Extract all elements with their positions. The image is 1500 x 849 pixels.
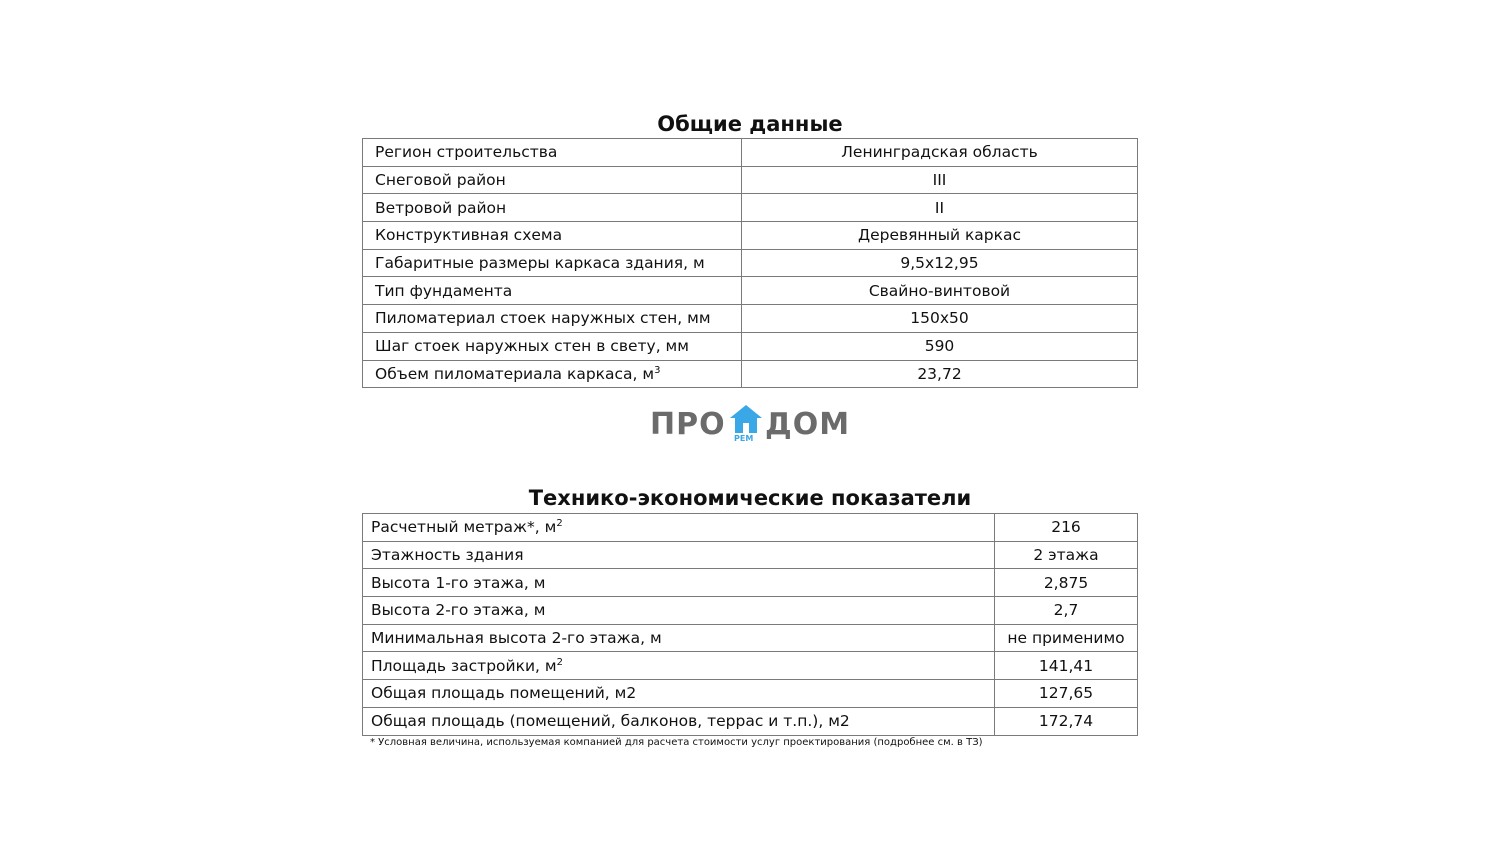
company-logo xyxy=(650,404,850,446)
table-row xyxy=(363,624,1138,652)
tep-title: Технико-экономические показатели xyxy=(528,486,972,510)
row-label-cell xyxy=(363,139,742,167)
table-row xyxy=(363,305,1138,333)
table-row xyxy=(363,680,1138,708)
table-row xyxy=(363,194,1138,222)
row-label-cell xyxy=(363,624,995,652)
row-value: 590 xyxy=(742,332,1138,360)
row-label-cell xyxy=(363,305,742,333)
row-value: не применимо xyxy=(995,624,1138,652)
logo-subtext: РЕМ xyxy=(734,434,754,443)
row-label: Этажность здания xyxy=(371,546,524,565)
table-row xyxy=(363,277,1138,305)
general-data-title: Общие данные xyxy=(657,112,843,136)
row-label: Высота 1-го этажа, м xyxy=(371,573,546,592)
row-value: 2,7 xyxy=(995,597,1138,625)
row-label-cell xyxy=(363,166,742,194)
row-label-cell xyxy=(363,332,742,360)
row-label: Регион строительства xyxy=(375,143,558,162)
row-label-cell xyxy=(363,652,995,680)
row-value: Деревянный каркас xyxy=(742,222,1138,250)
row-value: II xyxy=(742,194,1138,222)
footnote: * Условная величина, используемая компанией для расчета стоимости услуг проектирования (подробнее см. в ТЗ) xyxy=(370,737,983,748)
row-label: Площадь застройки, м xyxy=(371,656,557,675)
unit-superscript: 2 xyxy=(556,656,563,668)
row-label: Тип фундамента xyxy=(375,281,513,300)
table-row xyxy=(363,514,1138,542)
table-row xyxy=(363,707,1138,735)
row-label-cell xyxy=(363,541,995,569)
row-label-cell xyxy=(363,707,995,735)
row-label: Расчетный метраж*, м xyxy=(371,518,557,537)
row-value: 2 этажа xyxy=(995,541,1138,569)
row-value: Ленинградская область xyxy=(742,139,1138,167)
row-label-cell xyxy=(363,680,995,708)
table-row xyxy=(363,139,1138,167)
row-label: Снеговой район xyxy=(375,171,506,190)
row-label-cell xyxy=(363,194,742,222)
row-label-cell xyxy=(363,222,742,250)
table-row xyxy=(363,166,1138,194)
row-label-cell xyxy=(363,277,742,305)
table-row xyxy=(363,332,1138,360)
general-data-table xyxy=(362,138,1138,388)
row-label: Габаритные размеры каркаса здания, м xyxy=(375,254,705,273)
row-label-cell xyxy=(363,569,995,597)
row-value: 23,72 xyxy=(742,360,1138,388)
unit-superscript: 3 xyxy=(654,364,661,376)
row-value: 2,875 xyxy=(995,569,1138,597)
row-label-cell xyxy=(363,597,995,625)
tep-table xyxy=(362,513,1138,736)
row-label: Общая площадь (помещений, балконов, террас и т.п.), м2 xyxy=(371,712,850,731)
row-value: 141,41 xyxy=(995,652,1138,680)
row-label: Минимальная высота 2-го этажа, м xyxy=(371,629,662,648)
house-icon xyxy=(729,404,763,434)
table-row xyxy=(363,222,1138,250)
row-value: 150x50 xyxy=(742,305,1138,333)
table-row xyxy=(363,249,1138,277)
row-label: Конструктивная схема xyxy=(375,226,563,245)
table-row xyxy=(363,652,1138,680)
row-value: 216 xyxy=(995,514,1138,542)
row-label: Объем пиломатериала каркаса, м xyxy=(375,364,655,383)
row-value: Свайно-винтовой xyxy=(742,277,1138,305)
table-row xyxy=(363,597,1138,625)
table-row xyxy=(363,541,1138,569)
logo-word-dom: ДОМ xyxy=(765,407,851,442)
row-label-cell xyxy=(363,360,742,388)
row-value: 172,74 xyxy=(995,707,1138,735)
row-value: 9,5x12,95 xyxy=(742,249,1138,277)
row-label: Ветровой район xyxy=(375,198,507,217)
row-label: Пиломатериал стоек наружных стен, мм xyxy=(375,309,711,328)
unit-superscript: 2 xyxy=(556,518,563,530)
row-label-cell xyxy=(363,249,742,277)
row-label: Шаг стоек наружных стен в свету, мм xyxy=(375,337,689,356)
row-label: Высота 2-го этажа, м xyxy=(371,601,546,620)
table-row xyxy=(363,360,1138,388)
table-row xyxy=(363,569,1138,597)
row-value: III xyxy=(742,166,1138,194)
row-label: Общая площадь помещений, м2 xyxy=(371,684,637,703)
logo-word-pro: ПРО xyxy=(650,407,726,442)
row-value: 127,65 xyxy=(995,680,1138,708)
row-label-cell xyxy=(363,514,995,542)
